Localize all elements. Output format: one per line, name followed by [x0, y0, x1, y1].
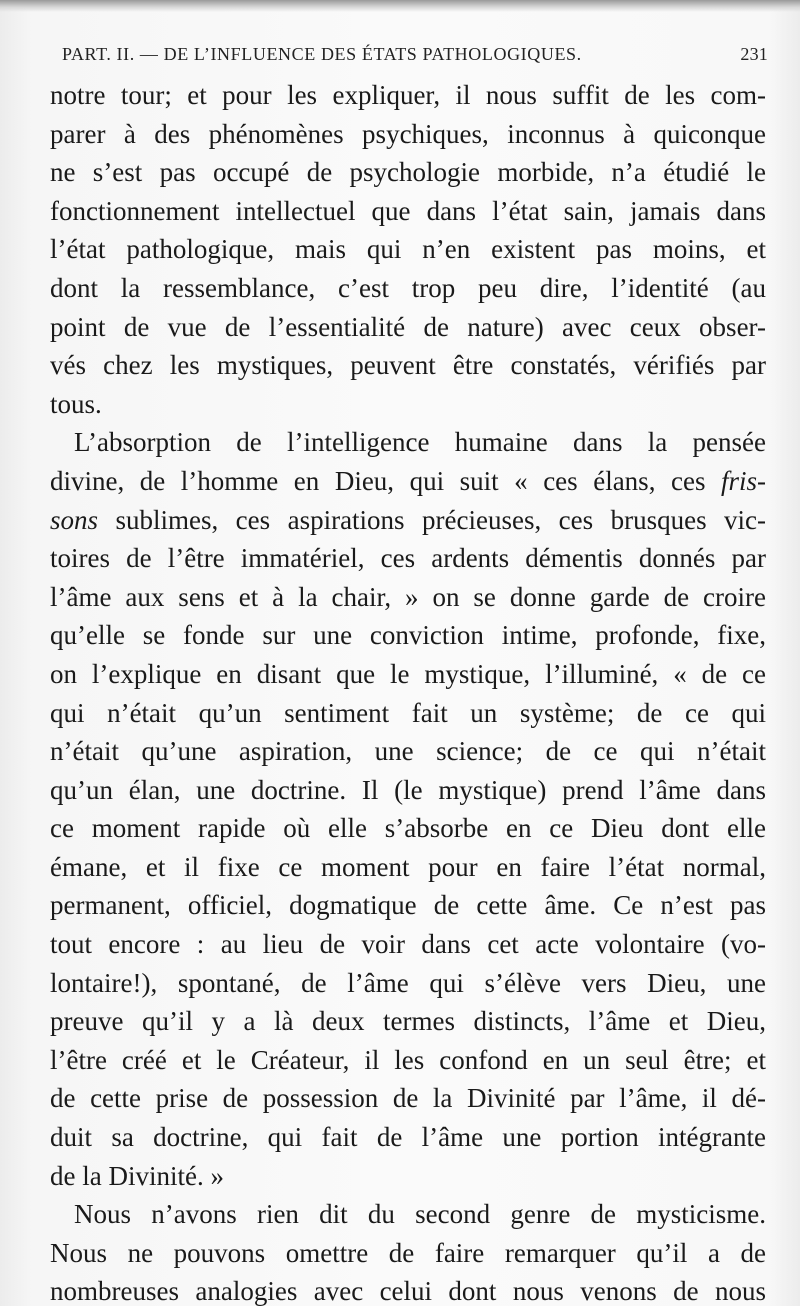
italic-word: sons: [50, 504, 99, 535]
text-line: ne s’est pas occupé de psychologie morbide, n’a étudié le: [50, 157, 766, 188]
text-line: L’absorption de l’intelligence humaine dans la pensée: [74, 427, 766, 458]
text-line: nombreuses analogies avec celui dont nous venons de nous: [50, 1276, 766, 1307]
text-line: permanent, officiel, dogmatique de cette âme. Ce n’est pas: [50, 890, 766, 921]
text-line: l’état pathologique, mais qui n’en existent pas moins, et: [50, 234, 766, 265]
text-line: on l’explique en disant que le mystique, l’illuminé, « de ce: [50, 658, 766, 689]
italic-word: fris-: [720, 465, 766, 496]
text-line: Nous n’avons rien dit du second genre de mysticisme.: [74, 1199, 766, 1230]
text-line: point de vue de l’essentialité de nature) avec ceux obser-: [50, 311, 766, 342]
text-line: toires de l’être immatériel, ces ardents démentis donnés par: [50, 543, 766, 574]
running-head: [62, 42, 768, 66]
text-line: de cette prise de possession de la Divinité par l’âme, il dé-: [50, 1083, 766, 1114]
page-number: 231: [740, 43, 768, 64]
text-line: qui n’était qu’un sentiment fait un système; de ce qui: [50, 697, 766, 728]
body-text: [50, 76, 766, 1311]
text-line: divine, de l’homme en Dieu, qui suit « ces élans, ces fris-: [50, 465, 766, 496]
text-line: duit sa doctrine, qui fait de l’âme une portion intégrante: [50, 1122, 766, 1153]
text-line: notre tour; et pour les expliquer, il nous suffit de les com-: [50, 80, 766, 110]
page-top-shadow: [0, 0, 800, 12]
text-line: parer à des phénomènes psychiques, inconnus à quiconque: [50, 118, 766, 149]
text-line: qu’elle se fonde sur une conviction intime, profonde, fixe,: [50, 620, 766, 651]
text-line: dont la ressemblance, c’est trop peu dire, l’identité (au: [50, 272, 766, 303]
text-line: qu’un élan, une doctrine. Il (le mystique) prend l’âme dans: [50, 774, 766, 805]
text-line: tous.: [50, 388, 102, 419]
text-line: lontaire!), spontané, de l’âme qui s’élève vers Dieu, une: [50, 967, 766, 998]
text-line: de la Divinité. »: [50, 1160, 224, 1191]
text-line: l’âme aux sens et à la chair, » on se donne garde de croire: [50, 581, 766, 612]
text-line: preuve qu’il y a là deux termes distincts, l’âme et Dieu,: [50, 1006, 766, 1037]
text-line: ce moment rapide où elle s’absorbe en ce Dieu dont elle: [50, 813, 766, 844]
text-line: fonctionnement intellectuel que dans l’état sain, jamais dans: [50, 195, 766, 226]
text-line: émane, et il fixe ce moment pour en faire l’état normal,: [50, 851, 766, 882]
text-line: n’était qu’une aspiration, une science; de ce qui n’était: [50, 736, 766, 767]
running-title: PART. II. — DE L’INFLUENCE DES ÉTATS PATHOLOGIQUES.: [62, 43, 582, 64]
text-line: vés chez les mystiques, peuvent être constatés, vérifiés par: [50, 350, 766, 381]
text-line: Nous ne pouvons omettre de faire remarquer qu’il a de: [50, 1237, 766, 1268]
text-line: sons sublimes, ces aspirations précieuses, ces brusques vic-: [50, 504, 766, 535]
text-line: l’être créé et le Créateur, il les confond en un seul être; et: [50, 1044, 766, 1075]
text-line: tout encore : au lieu de voir dans cet acte volontaire (vo-: [50, 929, 766, 960]
